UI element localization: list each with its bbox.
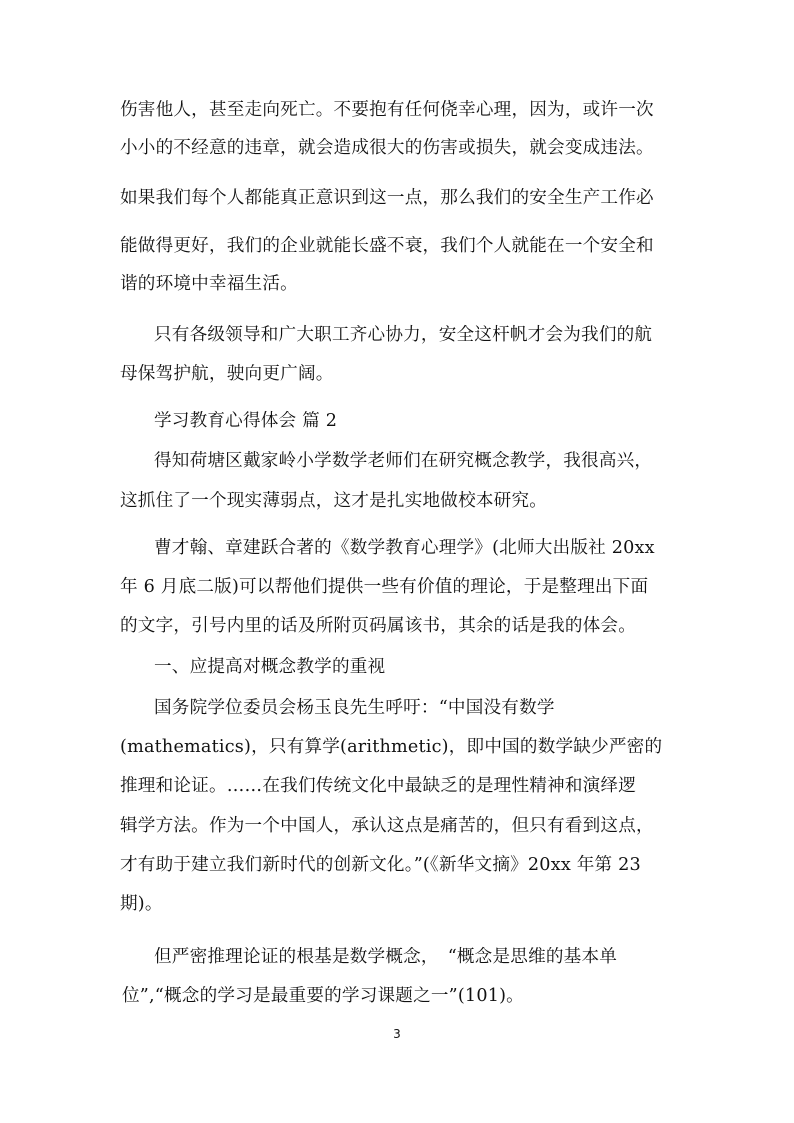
- section-heading-2: 学习教育心得体会 篇 2: [154, 411, 338, 431]
- text-line-5: 谐的环境中幸福生活。: [120, 274, 298, 294]
- text-line-15: 国务院学位委员会杨玉良先生呼吁：“中国没有数学: [154, 698, 555, 718]
- text-line-13: 的文字，引号内里的话及所附页码属该书，其余的话是我的体会。: [120, 616, 637, 636]
- text-line-3: 如果我们每个人都能真正意识到这一点，那么我们的安全生产工作必: [120, 188, 654, 208]
- text-line-2: 小小的不经意的违章，就会造成很大的伤害或损失，就会变成违法。: [120, 138, 654, 158]
- text-line-6: 只有各级领导和广大职工齐心协力，安全这杆帆才会为我们的航: [154, 325, 653, 345]
- text-line-20: 期)。: [120, 894, 163, 914]
- text-line-11: 曹才翰、章建跃合著的《数学教育心理学》(北师大出版社 20xx: [154, 538, 655, 558]
- text-line-22: 位”,“概念的学习是最重要的学习课题之一”(101)。: [122, 986, 524, 1006]
- text-line-10: 这抓住了一个现实薄弱点，这才是扎实地做校本研究。: [120, 491, 548, 511]
- subsection-heading-1: 一、应提高对概念教学的重视: [154, 657, 386, 677]
- text-line-21: 但严密推理论证的根基是数学概念， “概念是思维的基本单: [154, 947, 618, 967]
- text-line-16: (mathematics)，只有算学(arithmetic)，即中国的数学缺少严密的: [120, 737, 663, 757]
- text-line-4: 能做得更好，我们的企业就能长盛不衰，我们个人就能在一个安全和: [120, 236, 654, 256]
- text-line-9: 得知荷塘区戴家岭小学数学老师们在研究概念教学，我很高兴，: [154, 451, 653, 471]
- text-line-18: 辑学方法。作为一个中国人，承认这点是痛苦的，但只有看到这点，: [120, 816, 654, 836]
- text-line-17: 推理和论证。……在我们传统文化中最缺乏的是理性精神和演绎逻: [120, 776, 637, 796]
- text-line-1: 伤害他人，甚至走向死亡。不要抱有任何侥幸心理，因为，或许一次: [120, 100, 654, 120]
- text-line-7: 母保驾护航，驶向更广阔。: [120, 364, 334, 384]
- text-line-19: 才有助于建立我们新时代的创新文化。”(《新华文摘》20xx 年第 23: [120, 855, 641, 875]
- page-number: 3: [393, 1027, 401, 1041]
- text-line-12: 年 6 月底二版)可以帮他们提供一些有价值的理论，于是整理出下面: [120, 577, 649, 597]
